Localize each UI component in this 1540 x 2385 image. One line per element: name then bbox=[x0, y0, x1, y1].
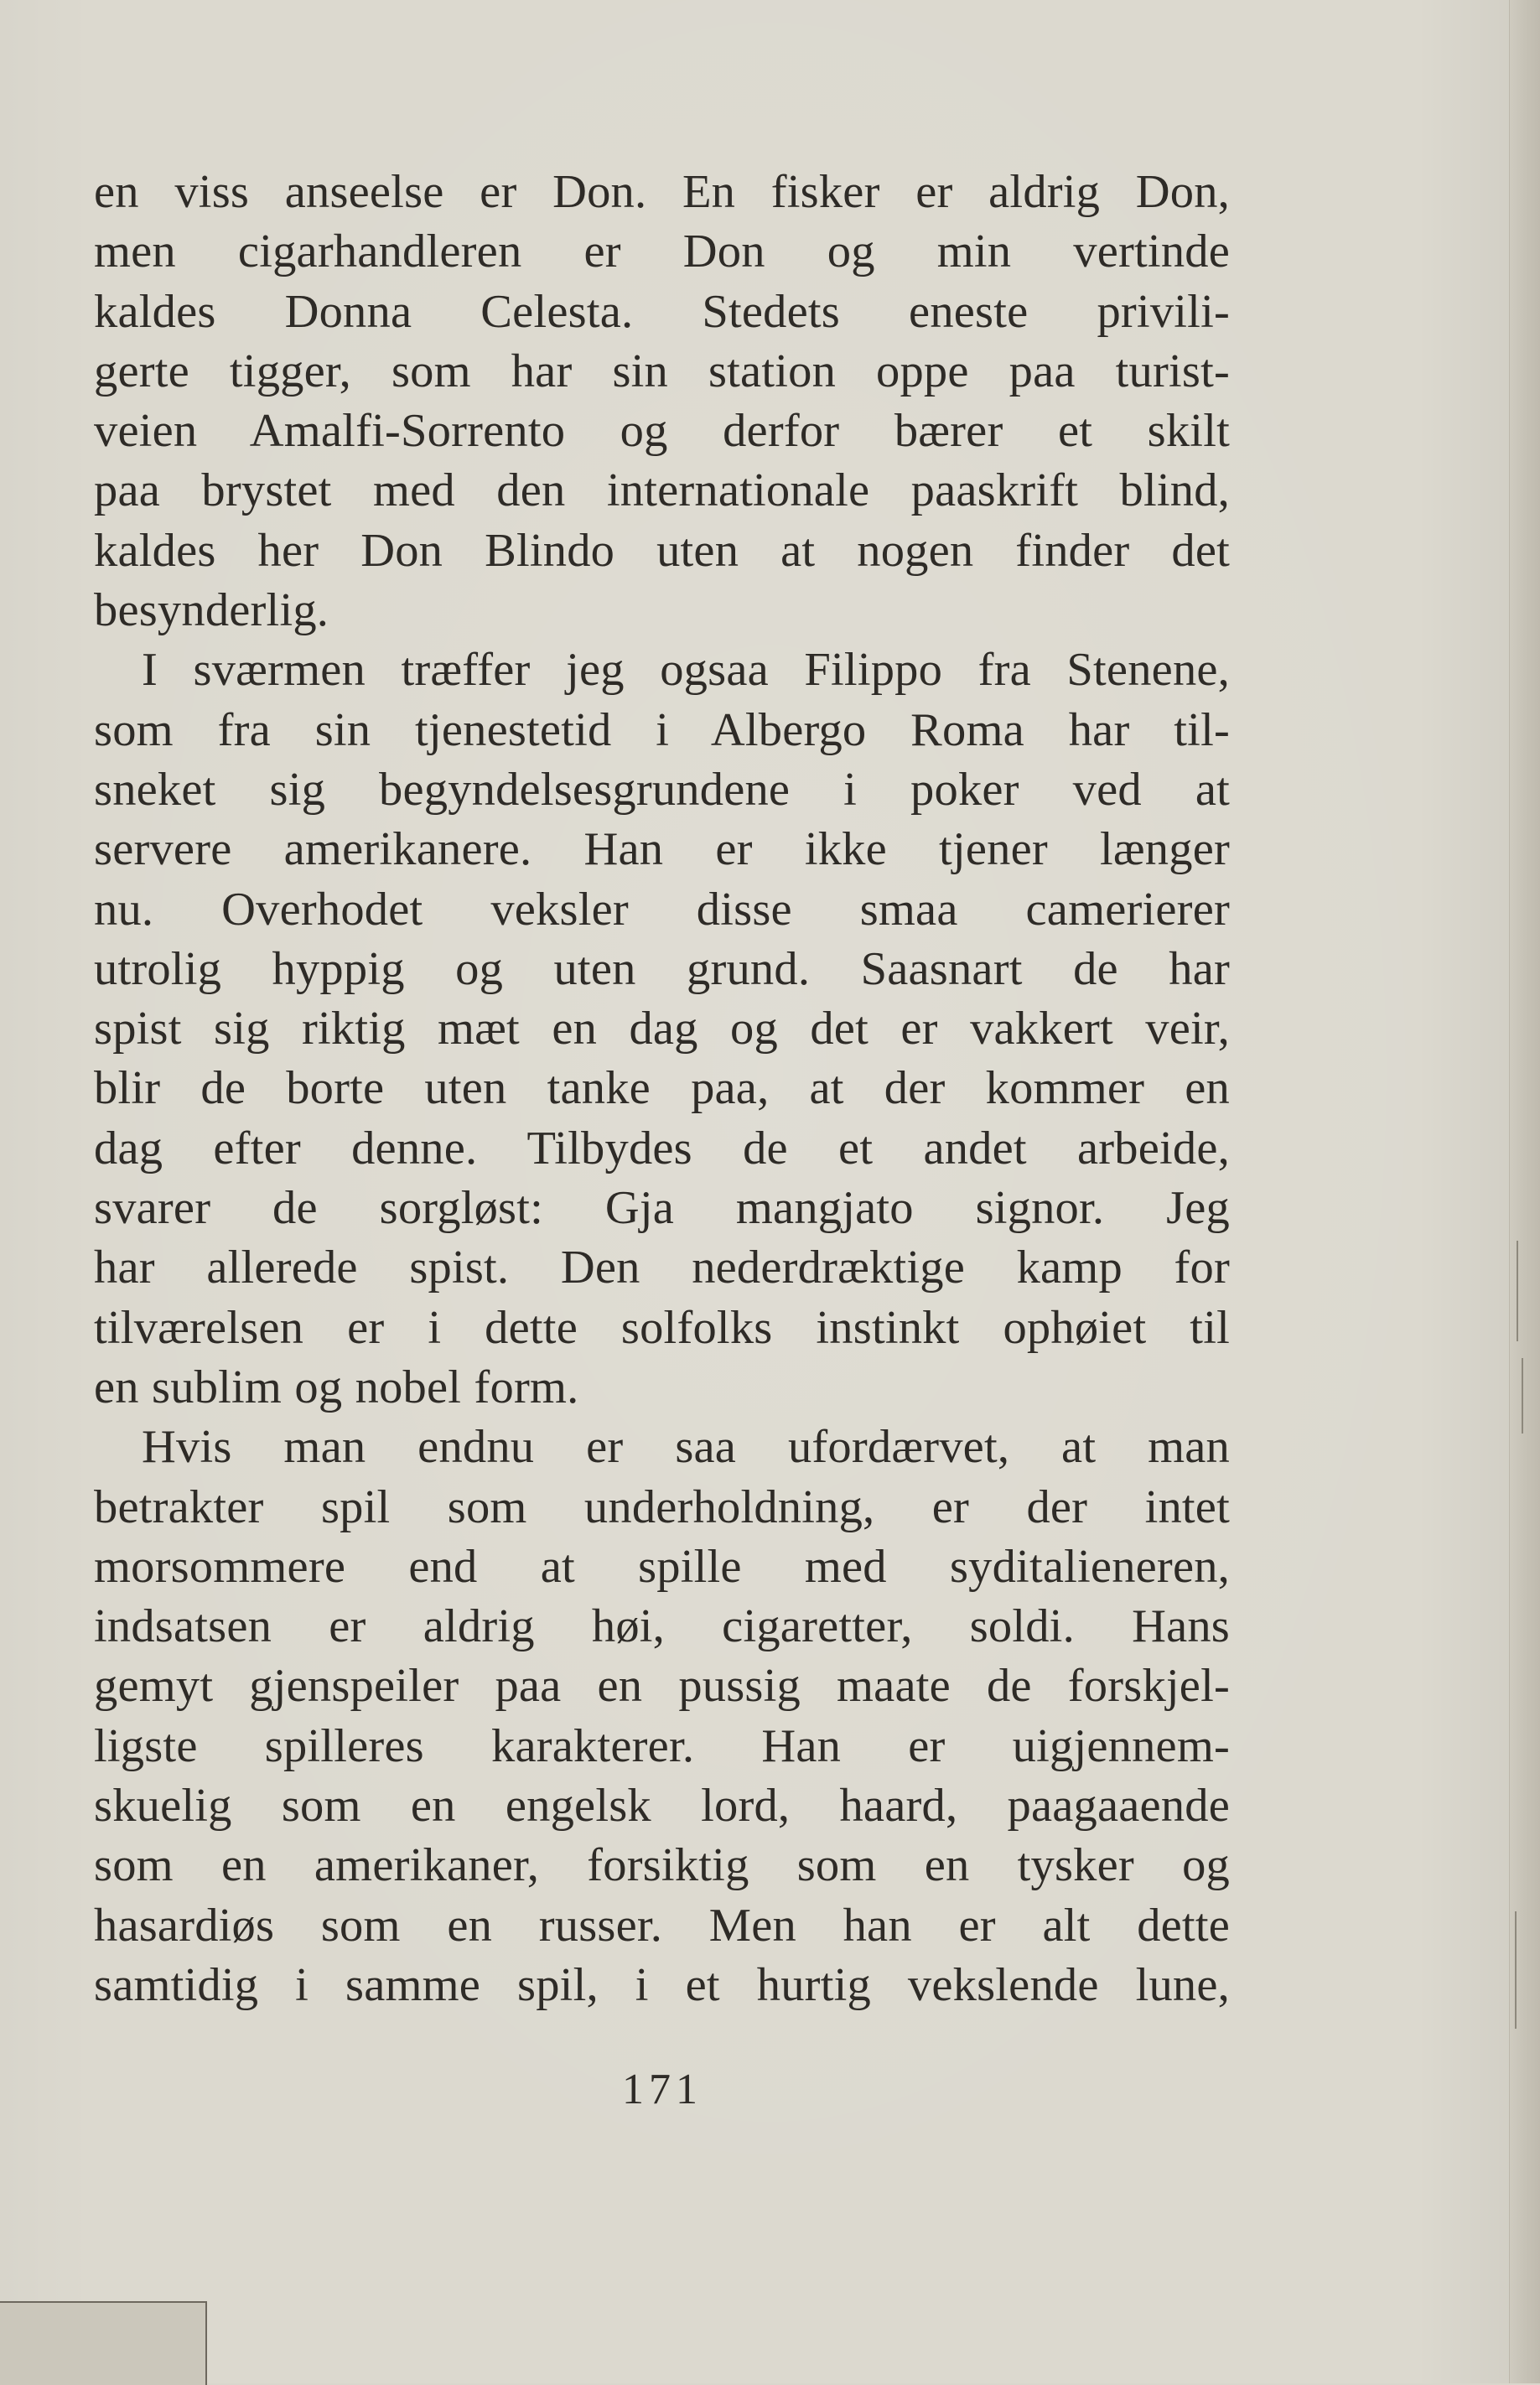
text-line: som en amerikaner, forsiktig som en tysker og bbox=[94, 1839, 1230, 1892]
text-line: veien Amalfi-Sorrento og derfor bærer et skilt bbox=[94, 405, 1230, 458]
paragraph-2 bbox=[94, 640, 1230, 1418]
page-number: 171 bbox=[622, 2066, 703, 2113]
text-line: morsommere end at spille med syditalieneren, bbox=[94, 1540, 1230, 1593]
text-line: ligste spilleres karakterer. Han er uigjennem- bbox=[94, 1719, 1230, 1772]
text-line: som fra sin tjenestetid i Albergo Roma har til- bbox=[94, 703, 1230, 756]
body-text bbox=[94, 163, 1230, 2015]
text-line: samtidig i samme spil, i et hurtig vekslende lune, bbox=[94, 1958, 1230, 2011]
edge-mark bbox=[1517, 1241, 1518, 1341]
text-line: gemyt gjenspeiler paa en pussig maate de forskjel- bbox=[94, 1660, 1230, 1713]
adjacent-page-corner bbox=[0, 2301, 207, 2385]
text-line: spist sig riktig mæt en dag og det er vakkert veir, bbox=[94, 1003, 1230, 1055]
paragraph-1 bbox=[94, 163, 1230, 640]
text-line: I sværmen træffer jeg ogsaa Filippo fra Stenene, bbox=[142, 644, 1230, 697]
text-line: paa brystet med den internationale paaskrift blind, bbox=[94, 464, 1230, 517]
edge-mark bbox=[1522, 1358, 1523, 1434]
edge-mark bbox=[1515, 1911, 1517, 2029]
text-line: skuelig som en engelsk lord, haard, paagaaende bbox=[94, 1780, 1230, 1833]
page-edge-shadow bbox=[1509, 0, 1540, 2383]
text-line: Hvis man endnu er saa ufordærvet, at man bbox=[142, 1421, 1230, 1474]
text-line: sneket sig begyndelsesgrundene i poker ved at bbox=[94, 763, 1230, 816]
text-line: utrolig hyppig og uten grund. Saasnart de har bbox=[94, 942, 1230, 995]
text-line: har allerede spist. Den nederdræktige kamp for bbox=[94, 1242, 1230, 1294]
text-line: tilværelsen er i dette solfolks instinkt ophøiet til bbox=[94, 1301, 1230, 1354]
text-line: blir de borte uten tanke paa, at der kommer en bbox=[94, 1062, 1230, 1115]
text-line: indsatsen er aldrig høi, cigaretter, soldi. Hans bbox=[94, 1600, 1230, 1653]
text-line: kaldes her Don Blindo uten at nogen finder det bbox=[94, 524, 1230, 577]
text-line: betrakter spil som underholdning, er der intet bbox=[94, 1480, 1230, 1533]
text-line: hasardiøs som en russer. Men han er alt dette bbox=[94, 1899, 1230, 1952]
paragraph-3 bbox=[94, 1418, 1230, 2015]
text-line: en sublim og nobel form. bbox=[94, 1361, 579, 1413]
text-line: kaldes Donna Celesta. Stedets eneste privili- bbox=[94, 285, 1230, 338]
text-line: en viss anseelse er Don. En fisker er aldrig Don, bbox=[94, 166, 1230, 218]
text-line: gerte tigger, som har sin station oppe paa turist- bbox=[94, 345, 1230, 397]
text-line: servere amerikanere. Han er ikke tjener længer bbox=[94, 823, 1230, 876]
text-line: svarer de sorgløst: Gja mangjato signor. Jeg bbox=[94, 1182, 1230, 1235]
text-line: dag efter denne. Tilbydes de et andet arbeide, bbox=[94, 1122, 1230, 1174]
text-line: besynderlig. bbox=[94, 584, 329, 637]
text-line: men cigarhandleren er Don og min vertinde bbox=[94, 226, 1230, 278]
text-line: nu. Overhodet veksler disse smaa camerierer bbox=[94, 883, 1230, 936]
